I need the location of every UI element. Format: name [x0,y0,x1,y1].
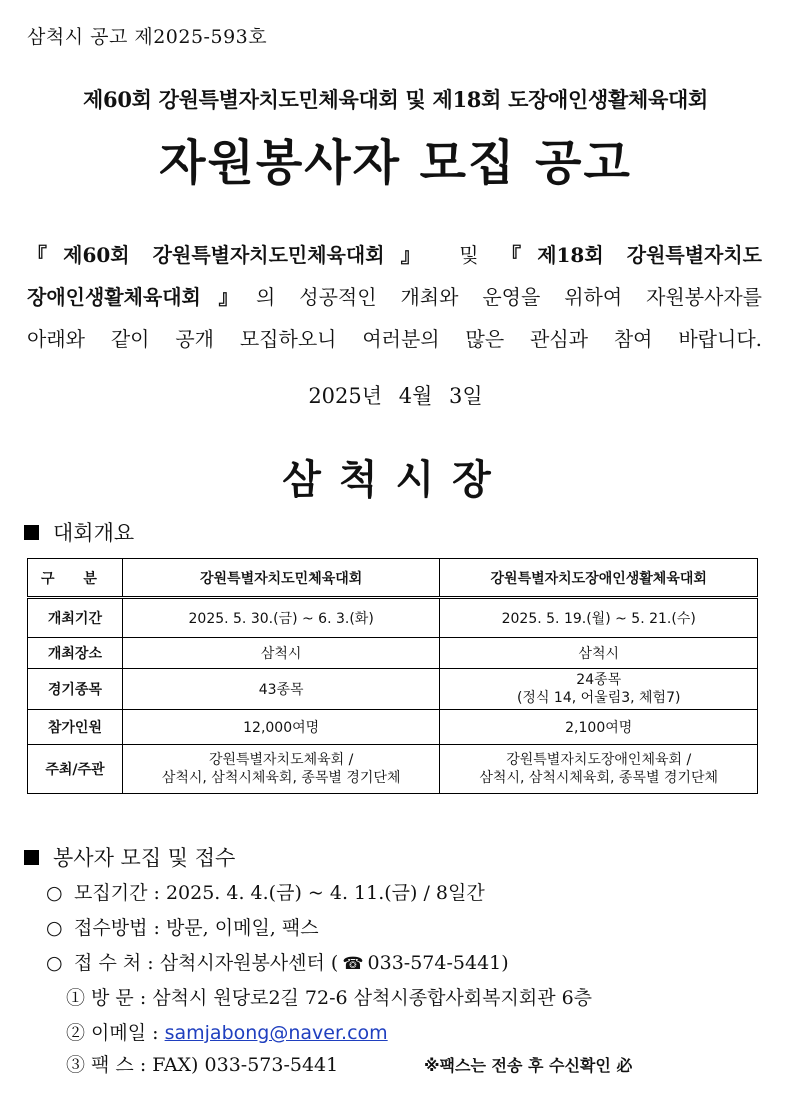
intro-line-2 [27,276,762,318]
intro-line-3: 아래와 같이 공개 모집하오니 여러분의 많은 관심과 참여 바랍니다. [27,327,762,351]
table-cell: 43종목 [122,669,440,710]
event-title: 제60회 강원특별자치도민체육대회 및 제18회 도장애인생활체육대회 [83,87,708,112]
cell-line: 삼척시, 삼척시체육회, 종목별 경기단체 [479,770,719,786]
table-row [28,598,758,638]
intro-event-2b: 장애인생활체육대회』 [27,285,257,309]
item-label: ① 방 문 [66,987,134,1009]
phone-icon: ☎ [342,954,364,974]
fax-note: ※팩스는 전송 후 수신확인 必 [424,1056,633,1075]
issuer: 삼척시장 [282,456,509,503]
cell-line: 강원특별자치도장애인체육회 / [506,752,692,768]
intro-event-1: 『제60회 강원특별자치도민체육대회』 [27,243,437,267]
item-value: 2025. 4. 4.(금) ~ 4. 11.(금) / 8일간 [165,882,485,904]
intro-event-2a: 『제18회 강원특별자치도 [501,243,762,267]
row-label: 참가인원 [28,710,123,745]
table-cell [122,745,440,794]
phone-number: 033-574-5441) [367,952,509,974]
main-title: 자원봉사자 모집 공고 [159,135,632,191]
item-label: 모집기간 [74,882,148,904]
table-cell: 2,100여명 [440,710,758,745]
item-value: 삼척시자원봉사센터 ( [159,952,339,974]
list-item-place: ○ 접 수 처 : 삼척시자원봉사센터 ( ☎ 033-574-5441) [46,952,509,974]
table-row [28,638,758,669]
item-label: 접수방법 [74,917,148,939]
email-link[interactable]: samjabong@naver.com [164,1022,388,1044]
row-label: 경기종목 [28,669,123,710]
row-label: 개최장소 [28,638,123,669]
section-recruit-heading [24,842,235,872]
list-item-period: ○ 모집기간 : 2025. 4. 4.(금) ~ 4. 11.(금) / 8일간 [46,882,485,904]
square-bullet-icon [24,850,39,865]
item-label: ③ 팩 스 [66,1054,134,1076]
table-cell [440,745,758,794]
section-overview-title: 대회개요 [53,521,135,545]
table-cell: 12,000여명 [122,710,440,745]
row-label: 개최기간 [28,598,123,638]
table-row [28,669,758,710]
cell-line: 강원특별자치도체육회 / [208,752,354,768]
table-cell [440,669,758,710]
cell-line: 24종목 [576,672,622,688]
table-header-cell: 강원특별자치도민체육대회 [122,559,440,598]
section-overview-heading [24,517,134,547]
list-item-email: ② 이메일 : samjabong@naver.com [66,1022,388,1044]
table-row [28,745,758,794]
list-item-fax: ③ 팩 스 : FAX) 033-573-5441 [66,1054,339,1076]
circle-bullet-icon: ○ [46,882,63,904]
row-label: 주최/주관 [28,745,123,794]
item-label: 접 수 처 [74,952,142,974]
intro-text-2: 의 성공적인 개최와 운영을 위하여 자원봉사자를 [256,285,763,309]
square-bullet-icon [24,525,39,540]
list-item-visit: ① 방 문 : 삼척시 원당로2길 72-6 삼척시종합사회복지회관 6층 [66,987,593,1009]
table-row [28,710,758,745]
item-value: 삼척시 원당로2길 72-6 삼척시종합사회복지회관 6층 [152,987,593,1009]
table-header-cell: 강원특별자치도장애인생활체육대회 [440,559,758,598]
item-label: ② 이메일 [66,1022,147,1044]
table-header-row [28,559,758,598]
notice-number: 삼척시 공고 제2025-593호 [27,26,268,48]
item-value: FAX) 033-573-5441 [152,1054,339,1076]
intro-and: 및 [459,243,479,267]
notice-date: 2025년 4월 3일 [308,384,483,408]
section-recruit-title: 봉사자 모집 및 접수 [53,846,236,870]
table-cell: 삼척시 [122,638,440,669]
intro-line-1 [27,234,762,276]
overview-table [27,558,758,794]
table-cell: 2025. 5. 30.(금) ~ 6. 3.(화) [122,598,440,638]
list-item-method: ○ 접수방법 : 방문, 이메일, 팩스 [46,917,319,939]
cell-line: 삼척시, 삼척시체육회, 종목별 경기단체 [161,770,401,786]
circle-bullet-icon: ○ [46,952,63,974]
circle-bullet-icon: ○ [46,917,63,939]
item-value: 방문, 이메일, 팩스 [165,917,319,939]
intro-paragraph [27,234,762,360]
table-cell: 삼척시 [440,638,758,669]
cell-line: (정식 14, 어울림3, 체험7) [516,690,681,706]
table-header-cell: 구 분 [28,559,123,598]
table-cell: 2025. 5. 19.(월) ~ 5. 21.(수) [440,598,758,638]
